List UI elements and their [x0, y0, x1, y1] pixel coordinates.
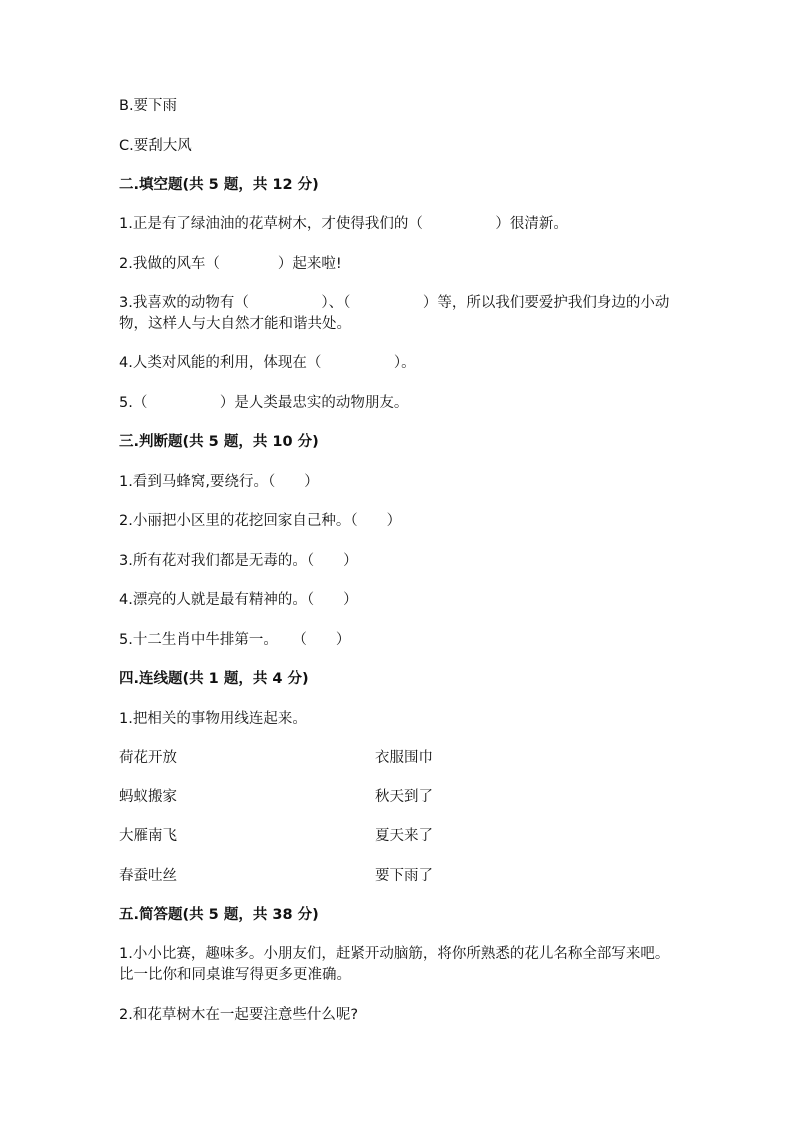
fill-blank-question-1: 1.正是有了绿油油的花草树木，才使得我们的（ ）很清新。: [119, 216, 568, 232]
true-false-question-4: 4.漂亮的人就是最有精神的。（ ）: [119, 592, 358, 608]
true-false-question-2: 2.小丽把小区里的花挖回家自己种。（ ）: [119, 513, 402, 529]
matching-left-item: 春蚕吐丝: [119, 868, 177, 884]
matching-left-item: 蚂蚁搬家: [119, 789, 177, 805]
fill-blank-question-2: 2.我做的风车（ ）起来啦!: [119, 256, 342, 272]
fill-blank-question-5: 5.（ ）是人类最忠实的动物朋友。: [119, 395, 409, 411]
fill-blank-question-3: 3.我喜欢的动物有（ ）、（ ）等，所以我们要爱护我们身边的小动物，这样人与大自然才能和谐共处。: [119, 295, 670, 332]
section-heading-matching: 四.连线题(共 1 题，共 4 分): [119, 671, 309, 687]
matching-left-item: 荷花开放: [119, 750, 177, 766]
fill-blank-question-4: 4.人类对风能的利用，体现在（ ）。: [119, 355, 416, 371]
true-false-question-1: 1.看到马蜂窝,要绕行。（ ）: [119, 474, 319, 490]
short-answer-question-2: 2.和花草树木在一起要注意些什么呢?: [119, 1007, 359, 1023]
section-heading-true-false: 三.判断题(共 5 题，共 10 分): [119, 434, 319, 450]
option-b: B.要下雨: [119, 98, 178, 114]
matching-right-item: 夏天来了: [375, 828, 433, 844]
option-c: C.要刮大风: [119, 138, 192, 154]
short-answer-question-1: 1.小小比赛，趣味多。小朋友们，赶紧开动脑筋，将你所熟悉的花儿名称全部写来吧。比一比你和同桌谁写得更多更准确。: [119, 946, 670, 983]
true-false-question-5: 5.十二生肖中牛排第一。 （ ）: [119, 632, 351, 648]
matching-question: 1.把相关的事物用线连起来。: [119, 711, 307, 727]
matching-right-item: 秋天到了: [375, 789, 433, 805]
matching-right-item: 要下雨了: [375, 868, 433, 884]
matching-left-item: 大雁南飞: [119, 828, 177, 844]
section-heading-short-answer: 五.简答题(共 5 题，共 38 分): [119, 907, 319, 923]
matching-right-item: 衣服围巾: [375, 750, 433, 766]
section-heading-fill-blank: 二.填空题(共 5 题，共 12 分): [119, 177, 319, 193]
true-false-question-3: 3.所有花对我们都是无毒的。（ ）: [119, 553, 358, 569]
